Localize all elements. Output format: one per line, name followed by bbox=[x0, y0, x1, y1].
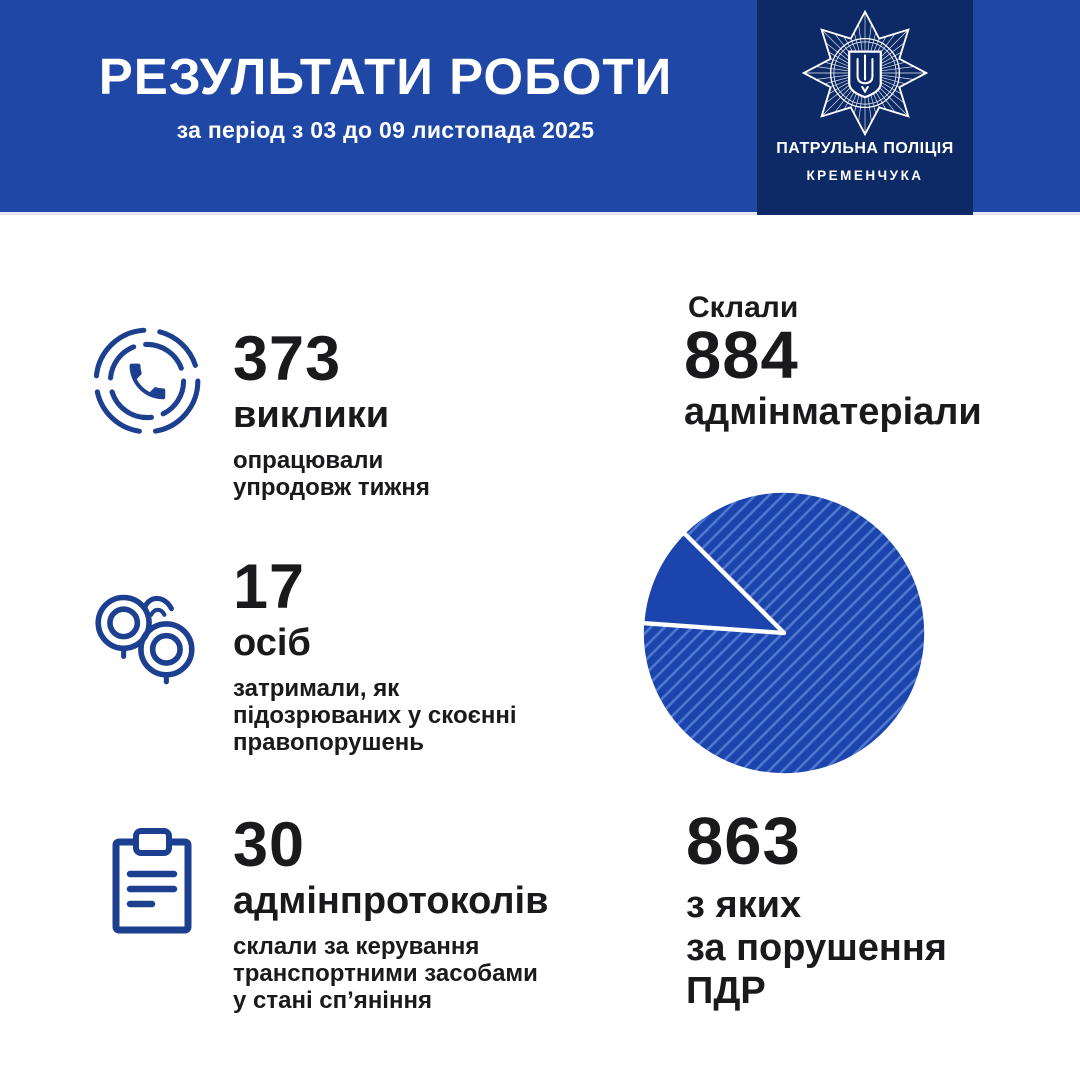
stat-description bbox=[233, 933, 693, 1014]
desc-line: підозрюваних у скоєнні bbox=[233, 702, 517, 729]
org-city: КРЕМЕНЧУКА bbox=[806, 168, 924, 183]
clipboard-icon bbox=[94, 818, 214, 940]
report-period: за період з 03 до 09 листопада 2025 bbox=[176, 116, 595, 143]
stat-detained bbox=[233, 552, 693, 756]
desc-line: упродовж тижня bbox=[233, 474, 430, 501]
desc-line: правопорушень bbox=[233, 729, 425, 756]
org-name: ПАТРУЛЬНА ПОЛІЦІЯ bbox=[776, 140, 954, 157]
stat-label: осіб bbox=[233, 622, 311, 664]
pdr-label-line: за порушення bbox=[686, 927, 947, 969]
pdr-value: 863 bbox=[686, 804, 801, 879]
admin-materials-value: 884 bbox=[684, 318, 799, 393]
admin-materials-label: адмінматеріали bbox=[684, 391, 982, 433]
desc-line: у стані сп’яніння bbox=[233, 987, 432, 1014]
pdr-label-line: з яких bbox=[686, 884, 802, 926]
header-text-block bbox=[28, 50, 743, 144]
stat-value: 30 bbox=[233, 810, 306, 880]
pdr-label bbox=[686, 884, 947, 1013]
admin-materials-intro: Склали bbox=[688, 291, 799, 324]
desc-line: транспортними засобами bbox=[233, 960, 538, 987]
police-badge bbox=[757, 0, 973, 215]
desc-line: опрацювали bbox=[233, 447, 384, 474]
stat-label: адмінпротоколів bbox=[233, 880, 549, 922]
stat-protocols bbox=[233, 810, 693, 1014]
header-banner bbox=[0, 0, 1080, 215]
stat-description bbox=[233, 675, 693, 756]
stat-calls bbox=[233, 324, 693, 501]
page-title: РЕЗУЛЬТАТИ РОБОТИ bbox=[98, 48, 673, 105]
pdr-label-line: ПДР bbox=[686, 970, 766, 1012]
pie-chart bbox=[638, 487, 930, 779]
phone-icon bbox=[86, 320, 208, 442]
handcuffs-icon bbox=[84, 568, 206, 690]
stat-value: 17 bbox=[233, 552, 306, 622]
police-star-icon bbox=[800, 8, 930, 138]
stat-description bbox=[233, 447, 693, 501]
stat-label: виклики bbox=[233, 394, 390, 436]
desc-line: затримали, як bbox=[233, 675, 400, 702]
stat-value: 373 bbox=[233, 324, 342, 394]
desc-line: склали за керування bbox=[233, 933, 480, 960]
